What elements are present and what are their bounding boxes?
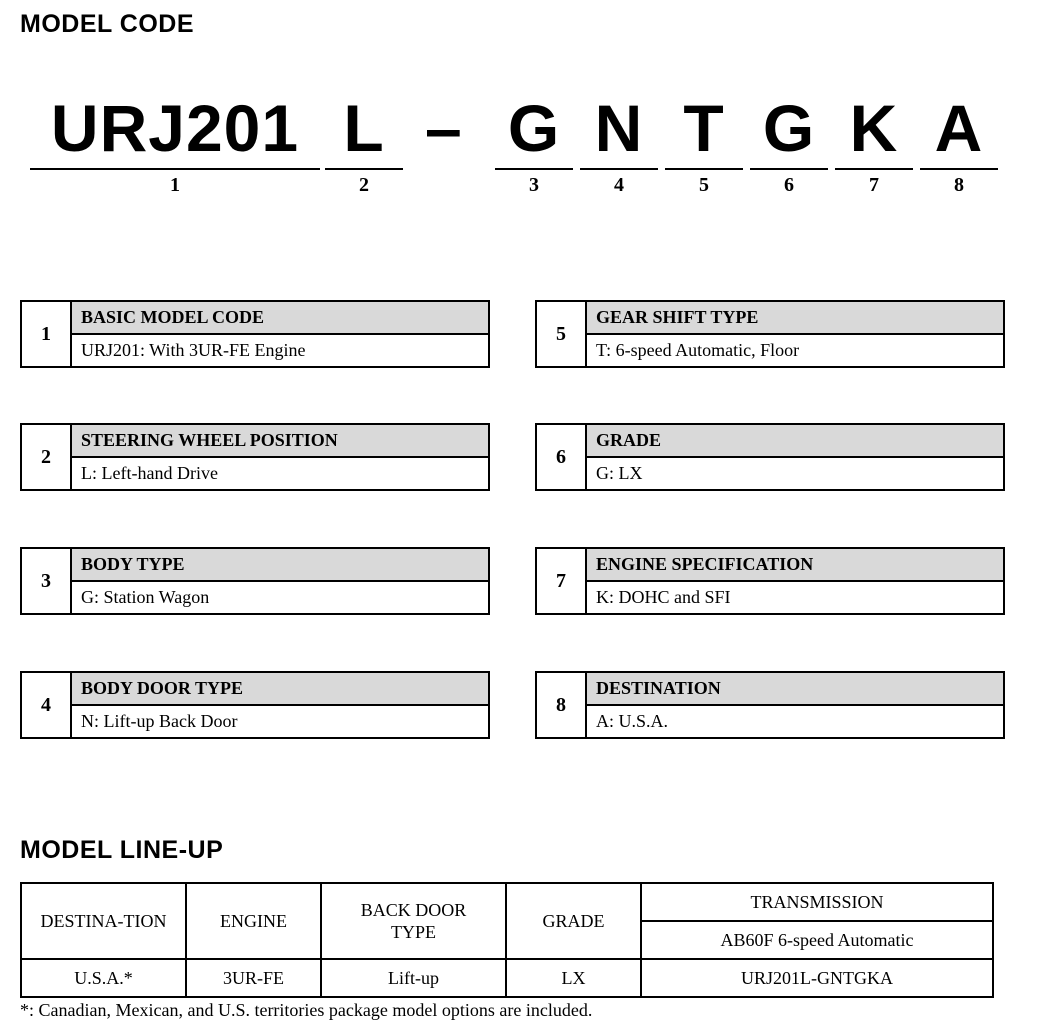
code-group-6 <box>750 90 828 198</box>
legend-desc-2: L: Left-hand Drive <box>81 463 218 483</box>
code-index-4: 4 <box>614 174 624 196</box>
code-group-5 <box>665 90 743 198</box>
legend-item-7 <box>535 547 1005 615</box>
code-chars-2: L <box>343 91 385 165</box>
legend-number-7: 7 <box>537 549 587 613</box>
legend-title-3: BODY TYPE <box>72 549 488 582</box>
legend-item-3 <box>20 547 490 615</box>
cell-destination: U.S.A.* <box>21 959 186 997</box>
legend-number-3: 3 <box>22 549 72 613</box>
legend-body-5 <box>587 302 1003 366</box>
legend-desc-1: URJ201: With 3UR-FE Engine <box>81 340 306 360</box>
code-rule-3 <box>495 168 573 170</box>
header-engine: ENGINE <box>186 883 321 959</box>
code-group-4 <box>580 90 658 198</box>
legend-body-6 <box>587 425 1003 489</box>
legend-desc-3: G: Station Wagon <box>81 587 210 607</box>
code-chars-7: K <box>849 91 899 165</box>
code-chars-8: A <box>934 91 984 165</box>
legend-number-5: 5 <box>537 302 587 366</box>
code-index-1: 1 <box>170 174 180 196</box>
legend-title-5: GEAR SHIFT TYPE <box>587 302 1003 335</box>
legend-number-6: 6 <box>537 425 587 489</box>
legend-item-8 <box>535 671 1005 739</box>
legend-desc-5: T: 6-speed Automatic, Floor <box>596 340 800 360</box>
code-rule-4 <box>580 168 658 170</box>
legend-number-2: 2 <box>22 425 72 489</box>
cell-engine: 3UR-FE <box>186 959 321 997</box>
code-index-7: 7 <box>869 174 879 196</box>
code-index-2: 2 <box>359 174 369 196</box>
legend-number-8: 8 <box>537 673 587 737</box>
code-rule-8 <box>920 168 998 170</box>
legend-number-1: 1 <box>22 302 72 366</box>
legend-body-2 <box>72 425 488 489</box>
cell-grade: LX <box>506 959 641 997</box>
code-chars-5: T <box>683 91 725 165</box>
legend-number-4: 4 <box>22 673 72 737</box>
legend-title-7: ENGINE SPECIFICATION <box>587 549 1003 582</box>
footnote: *: Canadian, Mexican, and U.S. territories package model options are included. <box>20 1000 593 1020</box>
code-separator-dash: – <box>425 91 462 165</box>
header-destination: DESTINA-TION <box>21 883 186 959</box>
legend-title-4: BODY DOOR TYPE <box>72 673 488 706</box>
code-rule-1 <box>30 168 320 170</box>
code-chars-3: G <box>507 91 561 165</box>
table-row-header <box>21 883 993 921</box>
header-back-door-type <box>321 883 506 959</box>
legend-item-5 <box>535 300 1005 368</box>
cell-model: URJ201L-GNTGKA <box>641 959 993 997</box>
legend-body-3 <box>72 549 488 613</box>
code-index-8: 8 <box>954 174 964 196</box>
header-transmission: TRANSMISSION <box>641 883 993 921</box>
legend-desc-6: G: LX <box>596 463 643 483</box>
code-group-2 <box>325 90 403 198</box>
code-rule-5 <box>665 168 743 170</box>
code-index-5: 5 <box>699 174 709 196</box>
code-index-6: 6 <box>784 174 794 196</box>
legend-desc-7: K: DOHC and SFI <box>596 587 731 607</box>
legend-body-8 <box>587 673 1003 737</box>
legend-body-7 <box>587 549 1003 613</box>
legend-title-1: BASIC MODEL CODE <box>72 302 488 335</box>
legend-item-2 <box>20 423 490 491</box>
code-chars-4: N <box>594 91 644 165</box>
legend-title-8: DESTINATION <box>587 673 1003 706</box>
header-transmission-sub: AB60F 6-speed Automatic <box>641 921 993 959</box>
code-rule-7 <box>835 168 913 170</box>
code-index-3: 3 <box>529 174 539 196</box>
legend-body-4 <box>72 673 488 737</box>
page-title-model-code: MODEL CODE <box>20 10 194 38</box>
code-group-8 <box>920 90 998 198</box>
header-grade: GRADE <box>506 883 641 959</box>
header-back-door-type-line2: TYPE <box>391 922 436 942</box>
cell-back-door-type: Lift-up <box>321 959 506 997</box>
legend-item-4 <box>20 671 490 739</box>
page-title-model-lineup: MODEL LINE-UP <box>20 836 224 864</box>
legend-item-6 <box>535 423 1005 491</box>
legend-body-1 <box>72 302 488 366</box>
code-rule-2 <box>325 168 403 170</box>
code-group-3 <box>495 90 573 198</box>
model-lineup-table <box>20 882 994 998</box>
legend-item-1 <box>20 300 490 368</box>
model-code-display <box>20 90 1010 200</box>
code-chars-6: G <box>762 91 816 165</box>
legend-desc-8: A: U.S.A. <box>596 711 669 731</box>
legend-title-2: STEERING WHEEL POSITION <box>72 425 488 458</box>
code-group-1 <box>30 90 320 198</box>
header-back-door-type-line1: BACK DOOR <box>360 900 467 920</box>
code-chars-1: URJ201 <box>50 91 300 165</box>
legend-title-6: GRADE <box>587 425 1003 458</box>
code-group-7 <box>835 90 913 198</box>
legend-desc-4: N: Lift-up Back Door <box>81 711 238 731</box>
code-rule-6 <box>750 168 828 170</box>
table-row <box>21 959 993 997</box>
